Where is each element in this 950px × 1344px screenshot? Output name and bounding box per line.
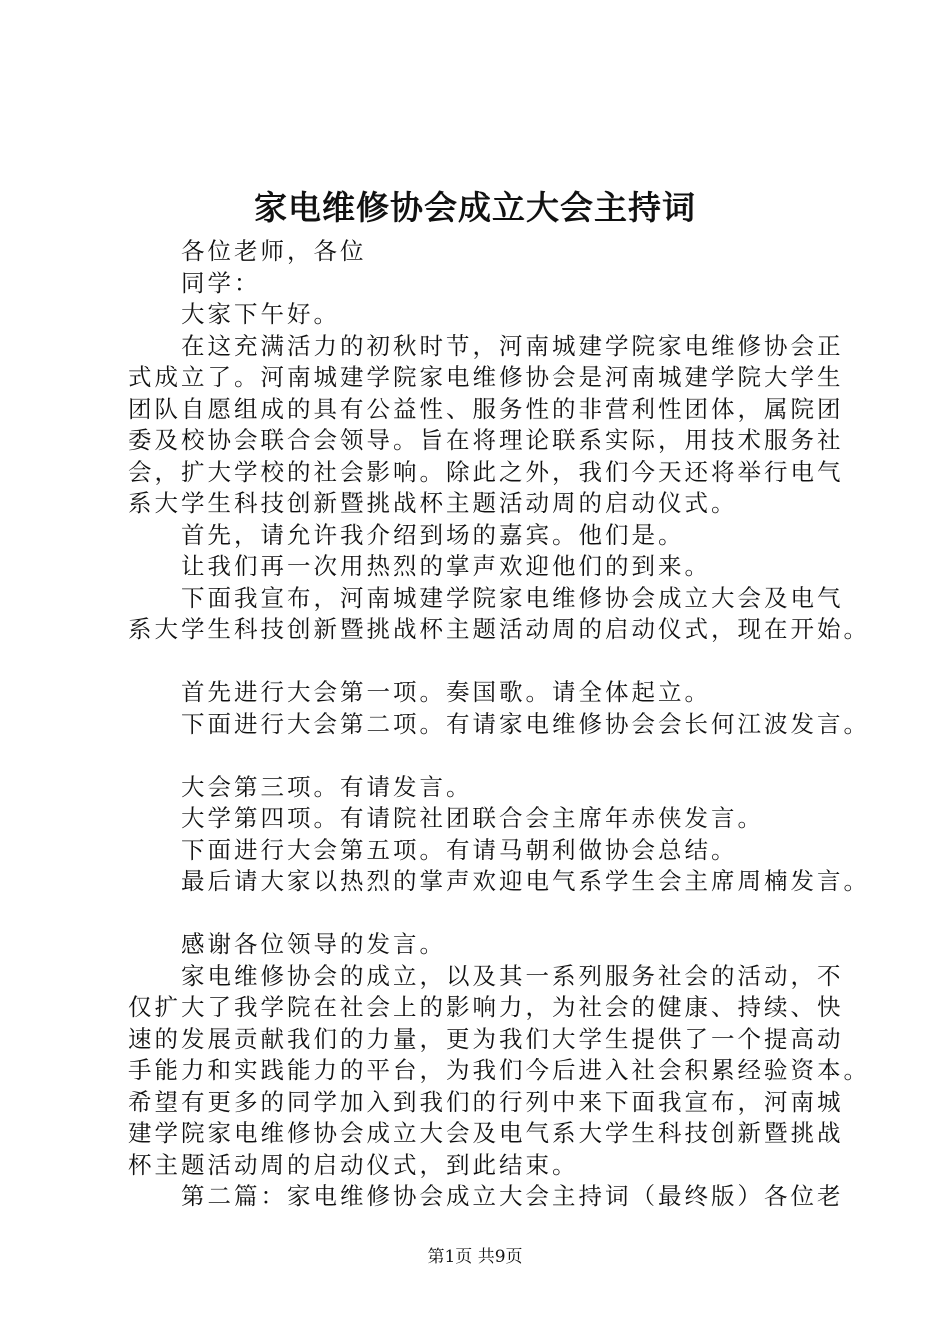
text-line: 希望有更多的同学加入到我们的行列中来下面我宣布，河南城	[128, 1087, 844, 1116]
page-footer: 第1页 共9页	[427, 1247, 523, 1267]
text-line: 速的发展贡献我们的力量，更为我们大学生提供了一个提高动	[128, 1024, 844, 1053]
text-line: 系大学生科技创新暨挑战杯主题活动周的启动仪式，现在开始。	[128, 615, 870, 643]
text-line: 感谢各位领导的发言。	[181, 930, 446, 958]
text-line: 首先进行大会第一项。奏国歌。请全体起立。	[181, 678, 711, 706]
text-line: 手能力和实践能力的平台，为我们今后进入社会积累经验资本。	[128, 1056, 870, 1084]
text-line: 仅扩大了我学院在社会上的影响力，为社会的健康、持续、快	[128, 993, 844, 1021]
text-line: 下面进行大会第二项。有请家电维修协会会长何江波发言。	[181, 709, 870, 738]
text-line: 大家下午好。	[181, 300, 340, 328]
text-line: 系大学生科技创新暨挑战杯主题活动周的启动仪式。	[128, 489, 738, 517]
text-line: 式成立了。河南城建学院家电维修协会是河南城建学院大学生	[128, 363, 844, 391]
text-line: 建学院家电维修协会成立大会及电气系大学生科技创新暨挑战	[128, 1119, 844, 1147]
text-line: 同学：	[181, 268, 261, 297]
text-line: 团队自愿组成的具有公益性、服务性的非营利性团体，属院团	[128, 394, 844, 423]
text-line: 最后请大家以热烈的掌声欢迎电气系学生会主席周楠发言。	[181, 867, 870, 895]
text-line: 首先，请允许我介绍到场的嘉宾。他们是。	[181, 520, 685, 549]
text-line: 下面我宣布，河南城建学院家电维修协会成立大会及电气	[181, 583, 844, 612]
text-line: 让我们再一次用热烈的掌声欢迎他们的到来。	[181, 552, 711, 580]
text-line: 委及校协会联合会领导。旨在将理论联系实际，用技术服务社	[128, 426, 844, 454]
document-title: 家电维修协会成立大会主持词	[254, 188, 696, 227]
text-line: 家电维修协会的成立，以及其一系列服务社会的活动，不	[181, 961, 844, 990]
text-line: 大学第四项。有请院社团联合会主席年赤侠发言。	[181, 804, 764, 832]
text-line: 会，扩大学校的社会影响。除此之外，我们今天还将举行电气	[128, 457, 844, 486]
text-line: 在这充满活力的初秋时节，河南城建学院家电维修协会正	[181, 331, 844, 360]
text-line: 第二篇：家电维修协会成立大会主持词（最终版）各位老	[181, 1182, 844, 1210]
text-line: 大会第三项。有请发言。	[181, 772, 473, 801]
text-line: 各位老师，各位	[181, 237, 367, 265]
text-line: 下面进行大会第五项。有请马朝利做协会总结。	[181, 835, 738, 864]
blank-line	[128, 646, 850, 678]
document-body	[128, 236, 870, 1213]
blank-line	[128, 898, 850, 930]
blank-line	[128, 740, 850, 772]
text-line: 杯主题活动周的启动仪式，到此结束。	[128, 1150, 579, 1179]
